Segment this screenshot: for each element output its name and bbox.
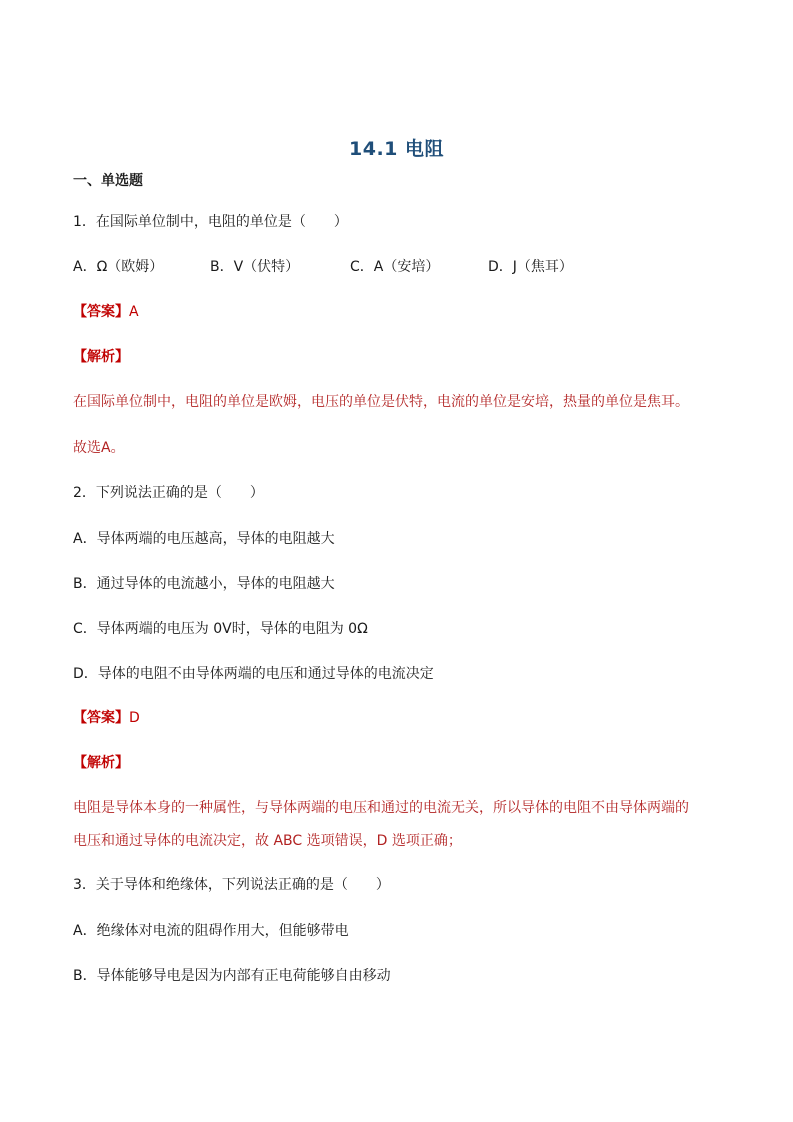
question-2-analysis-line-2: 电压和通过导体的电流决定，故 ABC 选项错误，D 选项正确； [73, 833, 462, 849]
page-title: 14.1 电阻 [349, 138, 444, 160]
option-c: C．A（安培） [350, 259, 440, 275]
question-1-answer [73, 302, 139, 322]
question-1-options [73, 257, 573, 277]
question-2-analysis-line-1: 电阻是导体本身的一种属性，与导体两端的电压和通过的电流无关，所以导体的电阻不由导体两端的 [73, 800, 689, 816]
option-a: A．Ω（欧姆） [73, 259, 164, 275]
question-2-option-d: D．导体的电阻不由导体两端的电压和通过导体的电流决定 [73, 666, 434, 682]
question-1-analysis-tag: 【解析】 [73, 349, 129, 365]
section-heading: 一、单选题 [73, 173, 143, 189]
question-1-analysis-line-2: 故选A。 [73, 440, 125, 456]
answer-tag: 【答案】 [73, 710, 129, 726]
question-1-analysis-line-1: 在国际单位制中，电阻的单位是欧姆，电压的单位是伏特，电流的单位是安培，热量的单位是焦耳。 [73, 394, 689, 410]
question-2-option-b: B．通过导体的电流越小，导体的电阻越大 [73, 576, 335, 592]
question-2-stem: 2．下列说法正确的是（ ） [73, 485, 264, 501]
question-2-option-a: A．导体两端的电压越高，导体的电阻越大 [73, 531, 335, 547]
answer-value: A [129, 304, 139, 320]
question-3-stem: 3．关于导体和绝缘体，下列说法正确的是（ ） [73, 877, 390, 893]
option-d: D．J（焦耳） [488, 259, 573, 275]
question-3-option-a: A．绝缘体对电流的阻碍作用大，但能够带电 [73, 923, 349, 939]
answer-value: D [129, 710, 140, 726]
question-2-option-c: C．导体两端的电压为 0V时，导体的电阻为 0Ω [73, 621, 368, 637]
option-b: B．V（伏特） [210, 259, 300, 275]
question-2-answer [73, 708, 140, 728]
question-3-option-b: B．导体能够导电是因为内部有正电荷能够自由移动 [73, 968, 391, 984]
question-1-stem: 1．在国际单位制中，电阻的单位是（ ） [73, 214, 348, 230]
answer-tag: 【答案】 [73, 304, 129, 320]
question-2-analysis-tag: 【解析】 [73, 755, 129, 771]
